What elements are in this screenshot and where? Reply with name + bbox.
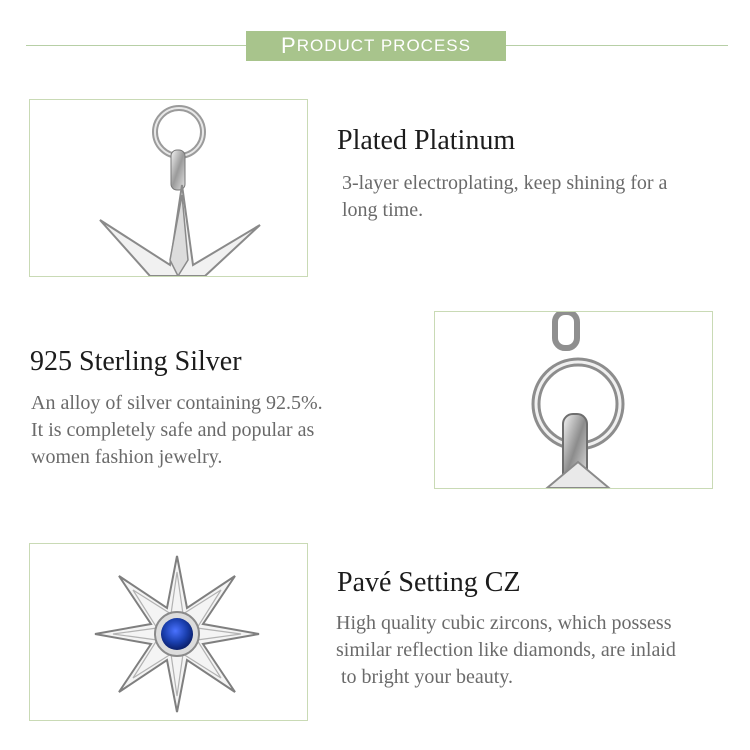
desc-line: similar reflection like diamonds, are inlaid	[336, 639, 676, 661]
desc-line: High quality cubic zircons, which possess	[336, 612, 672, 634]
header-rest: RODUCT PROCESS	[296, 36, 471, 55]
section-title-sterling-silver: 925 Sterling Silver	[30, 346, 242, 377]
desc-line: to bright your beauty.	[336, 666, 514, 688]
section-header-badge	[246, 31, 506, 61]
star-pendant-illustration	[30, 544, 307, 720]
section-desc-sterling-silver	[31, 390, 323, 471]
photo-plated-platinum	[29, 99, 308, 277]
desc-line: long time.	[342, 199, 424, 221]
desc-line: It is completely safe and popular as	[31, 419, 315, 441]
header-line-left	[26, 45, 246, 46]
header-initial: P	[281, 33, 297, 58]
section-desc-plated-platinum	[342, 170, 667, 224]
desc-line: women fashion jewelry.	[31, 446, 223, 468]
header-line-right	[506, 45, 728, 46]
desc-line: An alloy of silver containing 92.5%.	[31, 392, 323, 414]
photo-sterling-silver	[434, 311, 713, 489]
photo-pave-setting	[29, 543, 308, 721]
section-title-plated-platinum: Plated Platinum	[337, 125, 516, 156]
section-title-pave-setting: Pavé Setting CZ	[337, 567, 521, 598]
desc-line: 3-layer electroplating, keep shining for a	[342, 172, 668, 194]
section-desc-pave-setting	[336, 610, 676, 691]
